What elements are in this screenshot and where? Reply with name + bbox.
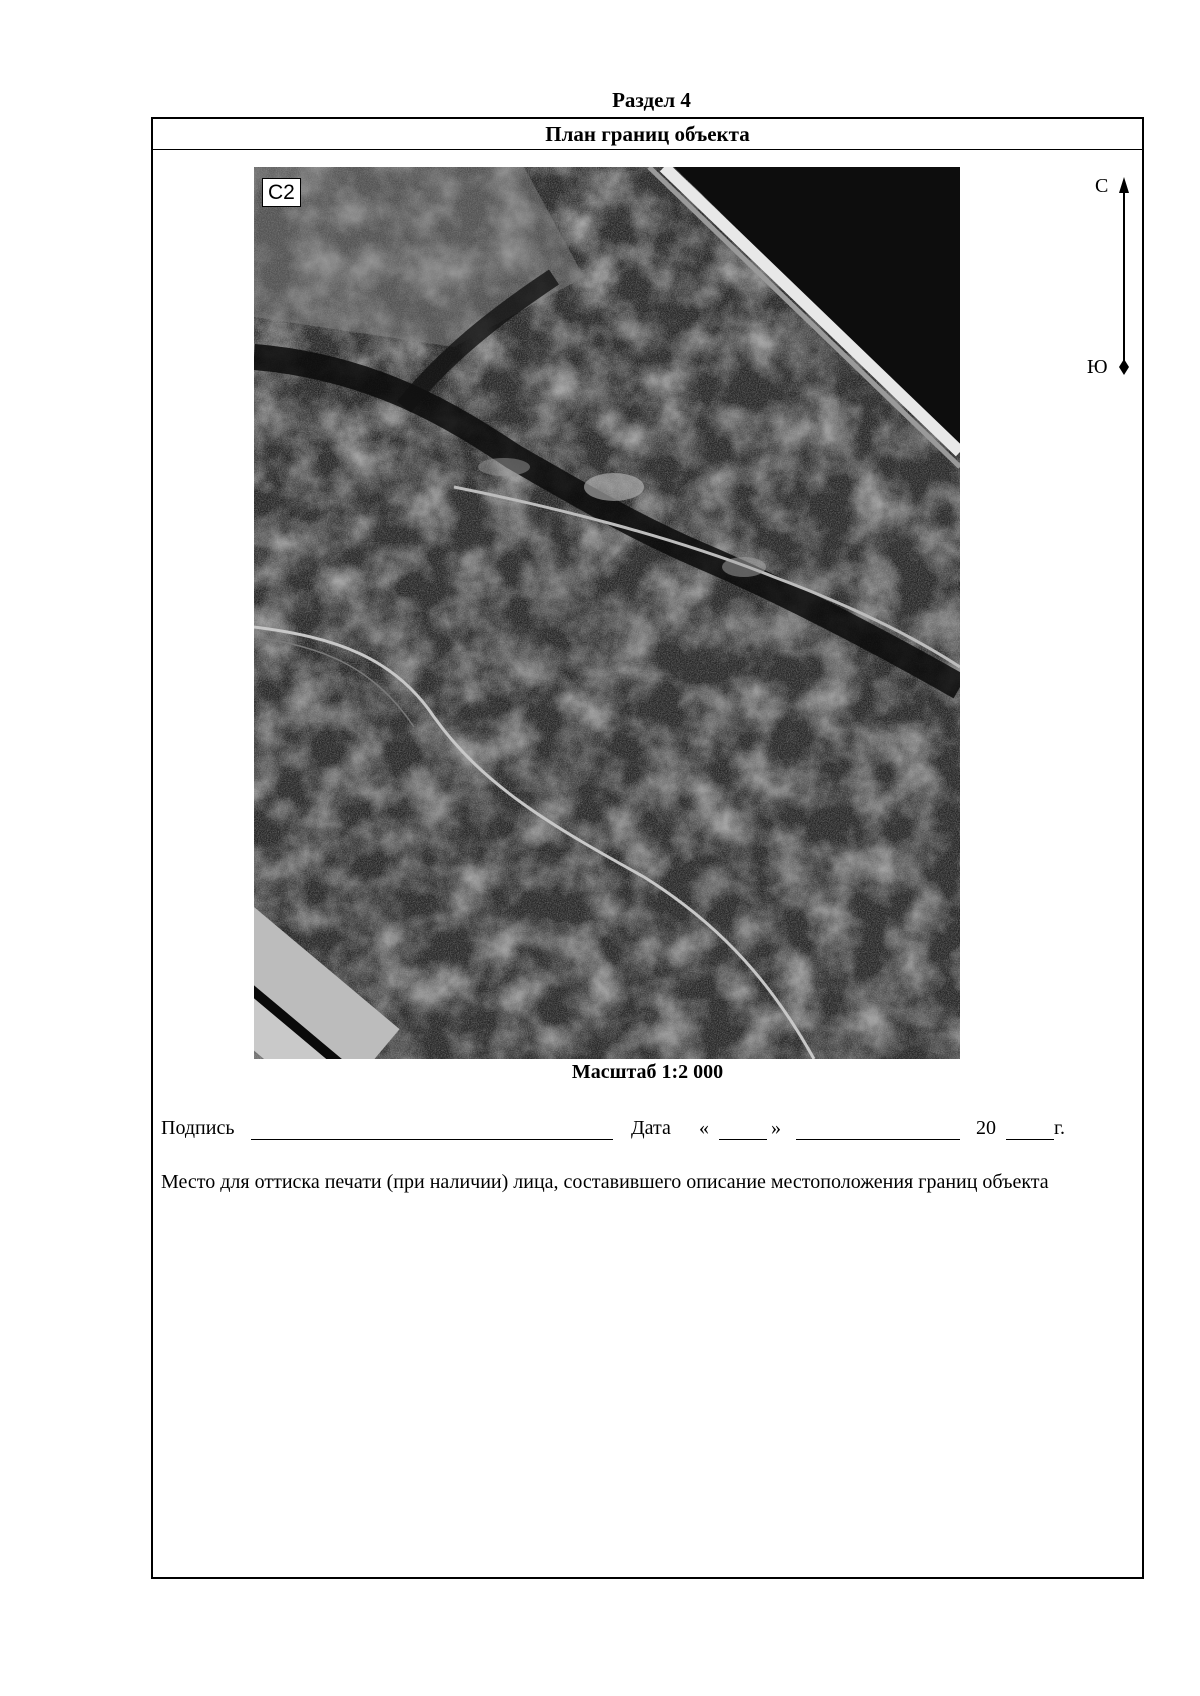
map-scale: Масштаб 1:2 000 [571, 1061, 724, 1083]
signature-label: Подпись [161, 1117, 235, 1139]
signature-row [161, 1117, 1142, 1147]
aerial-photo [254, 167, 960, 1059]
north-letter: С [1095, 175, 1109, 197]
date-month-field[interactable] [796, 1117, 960, 1140]
year-suffix: г. [1054, 1117, 1065, 1139]
date-day-field[interactable] [719, 1117, 767, 1140]
date-label: Дата [631, 1117, 671, 1139]
stamp-note: Место для оттиска печати (при наличии) лица, составившего описание местоположения границ объекта [161, 1171, 1049, 1193]
date-close-quote: » [771, 1117, 781, 1139]
date-year-field[interactable] [1006, 1117, 1054, 1140]
year-prefix: 20 [976, 1117, 996, 1139]
signature-field[interactable] [251, 1117, 613, 1140]
aerial-map [254, 167, 960, 1059]
south-letter: Ю [1087, 356, 1108, 378]
section-title: Раздел 4 [612, 88, 691, 112]
plan-title: План границ объекта [153, 119, 1142, 150]
compass-arrow-icon [1093, 169, 1133, 384]
north-arrow [1087, 169, 1133, 379]
date-open-quote: « [699, 1117, 709, 1139]
plan-frame [151, 117, 1144, 1579]
map-sheet-label: С2 [262, 178, 301, 207]
